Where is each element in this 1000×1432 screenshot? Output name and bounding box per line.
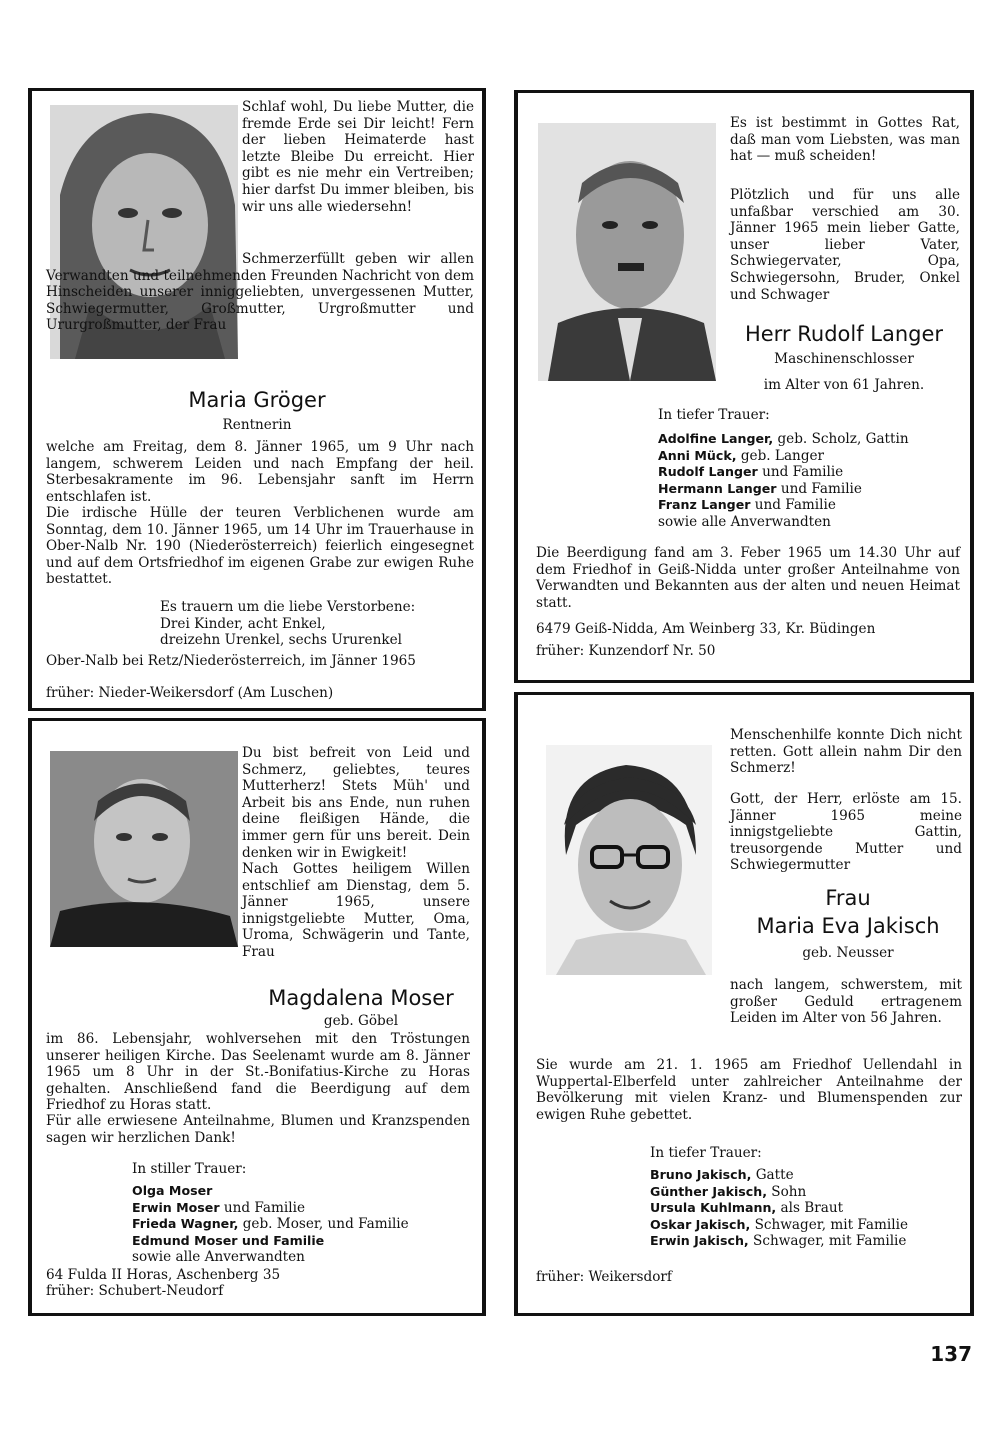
mourners-list: Es trauern um die liebe Verstorbene: Drei Kinder, acht Enkel, dreizehn Urenkel, sechs Ururenkel — [160, 599, 416, 649]
mourner-name: Ursula Kuhlmann, — [650, 1200, 777, 1216]
mourner-relation: Sohn — [766, 1183, 807, 1200]
former-residence: früher: Weikersdorf — [536, 1269, 672, 1285]
death-announcement: Schmerzerfüllt geben wir allen Verwandten und teilnehmenden Freunden Nachricht von dem Hinscheiden unserer inniggeliebten, unvergessenen Mutter, Schwiegermutter, Großmutter, Urgroßmutter und Ururgroßmutter, der Frau — [46, 251, 474, 334]
mourning-heading: In tiefer Trauer: — [650, 1145, 762, 1161]
funeral-details: Die irdische Hülle der teuren Verblichenen wurde am Sonntag, dem 10. Jänner 1965, um 14 Uhr im Trauerhause in Ober-Nalb Nr. 190 (Niederösterreich) feierlich eingesegnet und auf dem Ortsfriedhof im eigenen Grabe zur ewigen Ruhe bestattet. — [46, 505, 474, 588]
obituary-maria-eva-jakisch — [514, 692, 974, 1316]
age: im Alter von 61 Jahren. — [763, 377, 925, 393]
mourner-relation: Gatte — [751, 1167, 794, 1183]
occupation: Rentnerin — [222, 417, 292, 433]
death-details: nach langem, schwerstem, mit großer Geduld ertragenem Leiden im Alter von 56 Jahren. — [730, 977, 962, 1027]
mourner-row — [132, 1200, 472, 1217]
address: 64 Fulda II Horas, Aschenberg 35 — [46, 1267, 281, 1283]
portrait-photo — [50, 751, 238, 947]
obituary-maria-groeger — [28, 88, 486, 711]
mourner-row — [658, 448, 968, 465]
maiden-name: geb. Göbel — [323, 1013, 399, 1029]
mourner-name: Erwin Moser — [132, 1199, 220, 1215]
page-number: 137 — [930, 1342, 972, 1366]
mourner-row — [650, 1167, 970, 1184]
farewell-verse: Schlaf wohl, Du liebe Mutter, die fremde Erde sei Dir leicht! Fern der lieben Heimaterde hast letzte Bleibe Du erreicht. Hier gibt es nie mehr ein Vertreiben; hier darfst Du immer bleiben, bis wir uns alle wiedersehn! — [242, 99, 474, 215]
death-announcement: Gott, der Herr, erlöste am 15. Jänner 1965 meine innigstgeliebte Gattin, treusorgende Mutter und Schwiegermutter — [730, 791, 962, 874]
obituary-magdalena-moser — [28, 718, 486, 1316]
obituary-rudolf-langer — [514, 90, 974, 683]
address: 6479 Geiß-Nidda, Am Weinberg 33, Kr. Büdingen — [536, 621, 876, 637]
mourner-relation: sowie alle Anverwandten — [658, 513, 831, 530]
deceased-name: Magdalena Moser — [268, 986, 454, 1010]
deceased-name: Maria Eva Jakisch — [756, 914, 940, 938]
former-residence: früher: Nieder-Weikersdorf (Am Luschen) — [46, 685, 334, 701]
mourner-name: Adolfine Langer, — [658, 431, 774, 446]
mourners-list — [132, 1183, 472, 1266]
mourner-row — [132, 1216, 472, 1233]
farewell-verse: Menschenhilfe konnte Dich nicht retten. Gott allein nahm Dir den Schmerz! — [730, 727, 962, 777]
mourner-relation: und Familie — [776, 480, 862, 497]
mourner-relation: geb. Moser, und Familie — [238, 1216, 409, 1233]
mourner-row — [658, 464, 968, 481]
portrait-photo — [546, 745, 712, 975]
woman-glasses-portrait-icon — [546, 745, 712, 975]
man-portrait-icon — [538, 123, 716, 381]
elderly-woman-portrait-icon — [50, 751, 238, 947]
former-residence: früher: Schubert-Neudorf — [46, 1283, 224, 1299]
mourner-relation: und Familie — [757, 464, 844, 481]
mourner-name: Olga Moser — [132, 1183, 213, 1198]
mourner-name: Hermann Langer — [658, 480, 777, 496]
mourner-name: Erwin Jakisch, — [650, 1233, 749, 1249]
mourners-list — [650, 1167, 970, 1250]
mourners-list — [658, 431, 968, 531]
death-announcement: Nach Gottes heiligem Willen entschlief am Dienstag, dem 5. Jänner 1965, unsere innigstgeliebte Mutter, Oma, Uroma, Schwägerin und Tante, Frau — [242, 861, 470, 960]
mourner-relation: und Familie — [219, 1199, 306, 1216]
mourner-row — [132, 1233, 472, 1250]
death-details: im 86. Lebensjahr, wohlversehen mit den Tröstungen unserer heiligen Kirche. Das Seelenamt wurde am 8. Jänner 1965 um 8 Uhr in der St.-Bonifatius-Kirche zu Horas gehalten. Anschließend fand die Beerdigung auf dem Friedhof zu Horas statt. — [46, 1031, 470, 1114]
mourner-name: Edmund Moser und Familie — [132, 1232, 325, 1248]
death-details: welche am Freitag, dem 8. Jänner 1965, um 9 Uhr nach langem, schwerem Leiden und nach Empfang der heil. Sterbesakramente im 96. Lebensjahr sanft im Herrn entschlafen ist. — [46, 439, 474, 505]
mourner-name: Frieda Wagner, — [132, 1216, 239, 1232]
mourner-relation: geb. Scholz, Gattin — [773, 431, 909, 447]
mourner-row — [658, 514, 968, 531]
former-residence: früher: Kunzendorf Nr. 50 — [536, 643, 716, 659]
mourner-relation: als Braut — [776, 1200, 844, 1217]
mourner-row — [650, 1184, 970, 1201]
mourner-row — [650, 1200, 970, 1217]
mourner-name: Anni Mück, — [658, 447, 737, 463]
mourner-row — [658, 497, 968, 514]
mourner-name: Rudolf Langer — [658, 464, 758, 480]
mourner-name: Oskar Jakisch, — [650, 1216, 751, 1232]
place-date: Ober-Nalb bei Retz/Niederösterreich, im Jänner 1965 — [46, 653, 416, 669]
mourner-relation: sowie alle Anverwandten — [132, 1249, 305, 1266]
mourner-row — [132, 1249, 472, 1266]
mourner-name: Bruno Jakisch, — [650, 1167, 752, 1182]
maiden-name: geb. Neusser — [802, 945, 894, 961]
mourner-relation: Schwager, mit Familie — [750, 1216, 909, 1233]
deceased-name: Maria Gröger — [188, 388, 326, 412]
mourner-relation: Schwager, mit Familie — [748, 1233, 907, 1250]
mourner-row — [650, 1217, 970, 1234]
mourning-heading: In stiller Trauer: — [132, 1161, 247, 1177]
mourner-name: Günther Jakisch, — [650, 1183, 767, 1199]
mourning-heading: In tiefer Trauer: — [658, 407, 770, 423]
thanks-note: Für alle erwiesene Anteilnahme, Blumen und Kranzspenden sagen wir herzlichen Dank! — [46, 1113, 470, 1146]
deceased-name: Herr Rudolf Langer — [744, 322, 944, 346]
mourner-name: Franz Langer — [658, 497, 751, 513]
farewell-verse: Du bist befreit von Leid und Schmerz, geliebtes, teures Mutterherz! Stets Müh' und Arbeit bis ans Ende, nun ruhen deine fleißigen Hände, die immer gern für uns bereit. Dein denken wir in Ewigkeit! — [242, 745, 470, 861]
title-frau: Frau — [825, 886, 871, 910]
mourner-relation: und Familie — [750, 497, 836, 514]
mourner-row — [650, 1233, 970, 1250]
death-announcement: Plötzlich und für uns alle unfaßbar verschied am 30. Jänner 1965 mein lieber Gatte, unser lieber Vater, Schwiegervater, Opa, Schwiegersohn, Bruder, Onkel und Schwager — [730, 187, 960, 303]
farewell-verse: Es ist bestimmt in Gottes Rat, daß man vom Liebsten, was man hat — muß scheiden! — [730, 115, 960, 165]
funeral-details: Sie wurde am 21. 1. 1965 am Friedhof Uellendahl in Wuppertal-Elberfeld unter zahlreicher Anteilnahme der Bevölkerung mit vielen Kranz- und Blumenspenden zur ewigen Ruhe gebettet. — [536, 1057, 962, 1123]
mourner-relation: geb. Langer — [736, 447, 825, 464]
occupation: Maschinenschlosser — [774, 351, 914, 367]
portrait-photo — [538, 123, 716, 381]
mourner-row — [132, 1183, 472, 1200]
mourner-row — [658, 431, 968, 448]
funeral-details: Die Beerdigung fand am 3. Feber 1965 um 14.30 Uhr auf dem Friedhof in Geiß-Nidda unter großer Anteilnahme von Verwandten und Bekannten aus der alten und neuen Heimat statt. — [536, 545, 960, 611]
mourner-row — [658, 481, 968, 498]
